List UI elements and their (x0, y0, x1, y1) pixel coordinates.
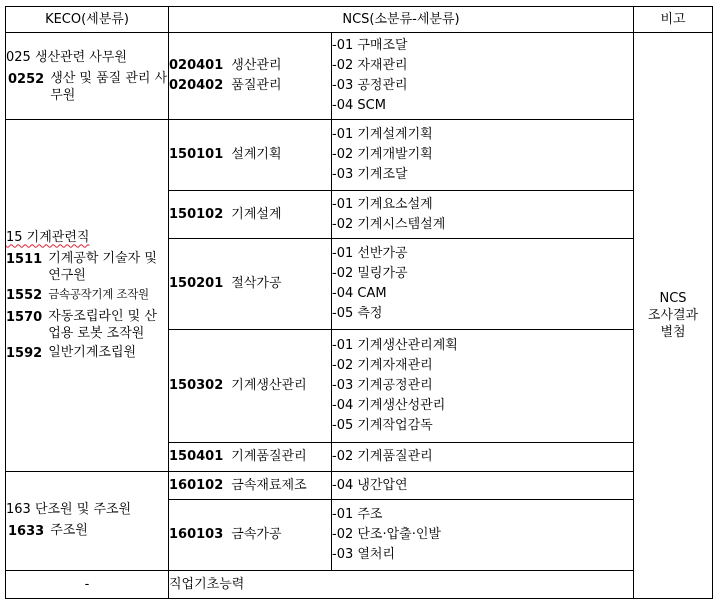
ncs-sub-cell: -01 구매조달 -02 자재관리 -03 공정관리 -04 SCM (332, 33, 634, 120)
ncs-code-cell: 150201 절삭가공 (169, 239, 332, 330)
keco-cell (6, 120, 169, 472)
header-ncs: NCS(소분류-세분류) (169, 7, 634, 33)
keco-cell (6, 472, 169, 571)
ncs-sub-cell: -02 기계품질관리 (332, 443, 634, 472)
ncs-sub-cell: -01 기계생산관리계획 -02 기계자재관리 -03 기계공정관리 -04 기계생산성관리 -05 기계작업감독 (332, 330, 634, 443)
keco-head: 163 단조원 및 주조원 (6, 502, 132, 517)
ncs-code-cell: 160102 금속재료제조 (169, 472, 332, 500)
keco-cell (6, 33, 169, 120)
ncs-basic-cell: 직업기초능력 (169, 571, 634, 599)
table-row (6, 472, 713, 500)
keco-item: 1511 기계공학 기술자 및 연구원 (6, 250, 157, 283)
header-row (6, 7, 713, 33)
ncs-sub-cell: -01 주조 -02 단조·압출·인발 -03 열처리 (332, 500, 634, 571)
keco-head: 025 생산관련 사무원 (6, 50, 127, 65)
keco-item: 1552 금속공작기계 조작원 (6, 286, 149, 303)
ncs-code-cell: 150302 기계생산관리 (169, 330, 332, 443)
header-note: 비고 (634, 7, 713, 33)
classification-table (5, 6, 713, 599)
ncs-sub-cell: -01 선반가공 -02 밀링가공 -04 CAM -05 측정 (332, 239, 634, 330)
keco-cell: - (6, 571, 169, 599)
table-row (6, 571, 713, 599)
ncs-code-cell: 150102 기계설계 (169, 191, 332, 239)
header-keco: KECO(세분류) (6, 7, 169, 33)
ncs-code-cell: 020401 생산관리 020402 품질관리 (169, 33, 332, 120)
keco-item: 1592 일반기계조립원 (6, 344, 137, 361)
ncs-code-cell: 150401 기계품질관리 (169, 443, 332, 472)
ncs-sub-cell: -04 냉간압연 (332, 472, 634, 500)
note-cell: NCS 조사결과 별첨 (634, 33, 713, 599)
ncs-sub-cell: -01 기계설계기획 -02 기계개발기획 -03 기계조달 (332, 120, 634, 191)
ncs-code-cell: 160103 금속가공 (169, 500, 332, 571)
ncs-code-cell: 150101 설계기획 (169, 120, 332, 191)
table-row (6, 33, 713, 120)
keco-head: 15 기계관련직 (6, 229, 90, 245)
table-row (6, 120, 713, 191)
ncs-sub-cell: -01 기계요소설계 -02 기계시스템설계 (332, 191, 634, 239)
keco-item: 1570 자동조립라인 및 산업용 로봇 조작원 (6, 308, 157, 341)
keco-item: 1633 주조원 (8, 523, 88, 539)
keco-item: 0252 생산 및 품질 관리 사무원 (8, 71, 168, 103)
